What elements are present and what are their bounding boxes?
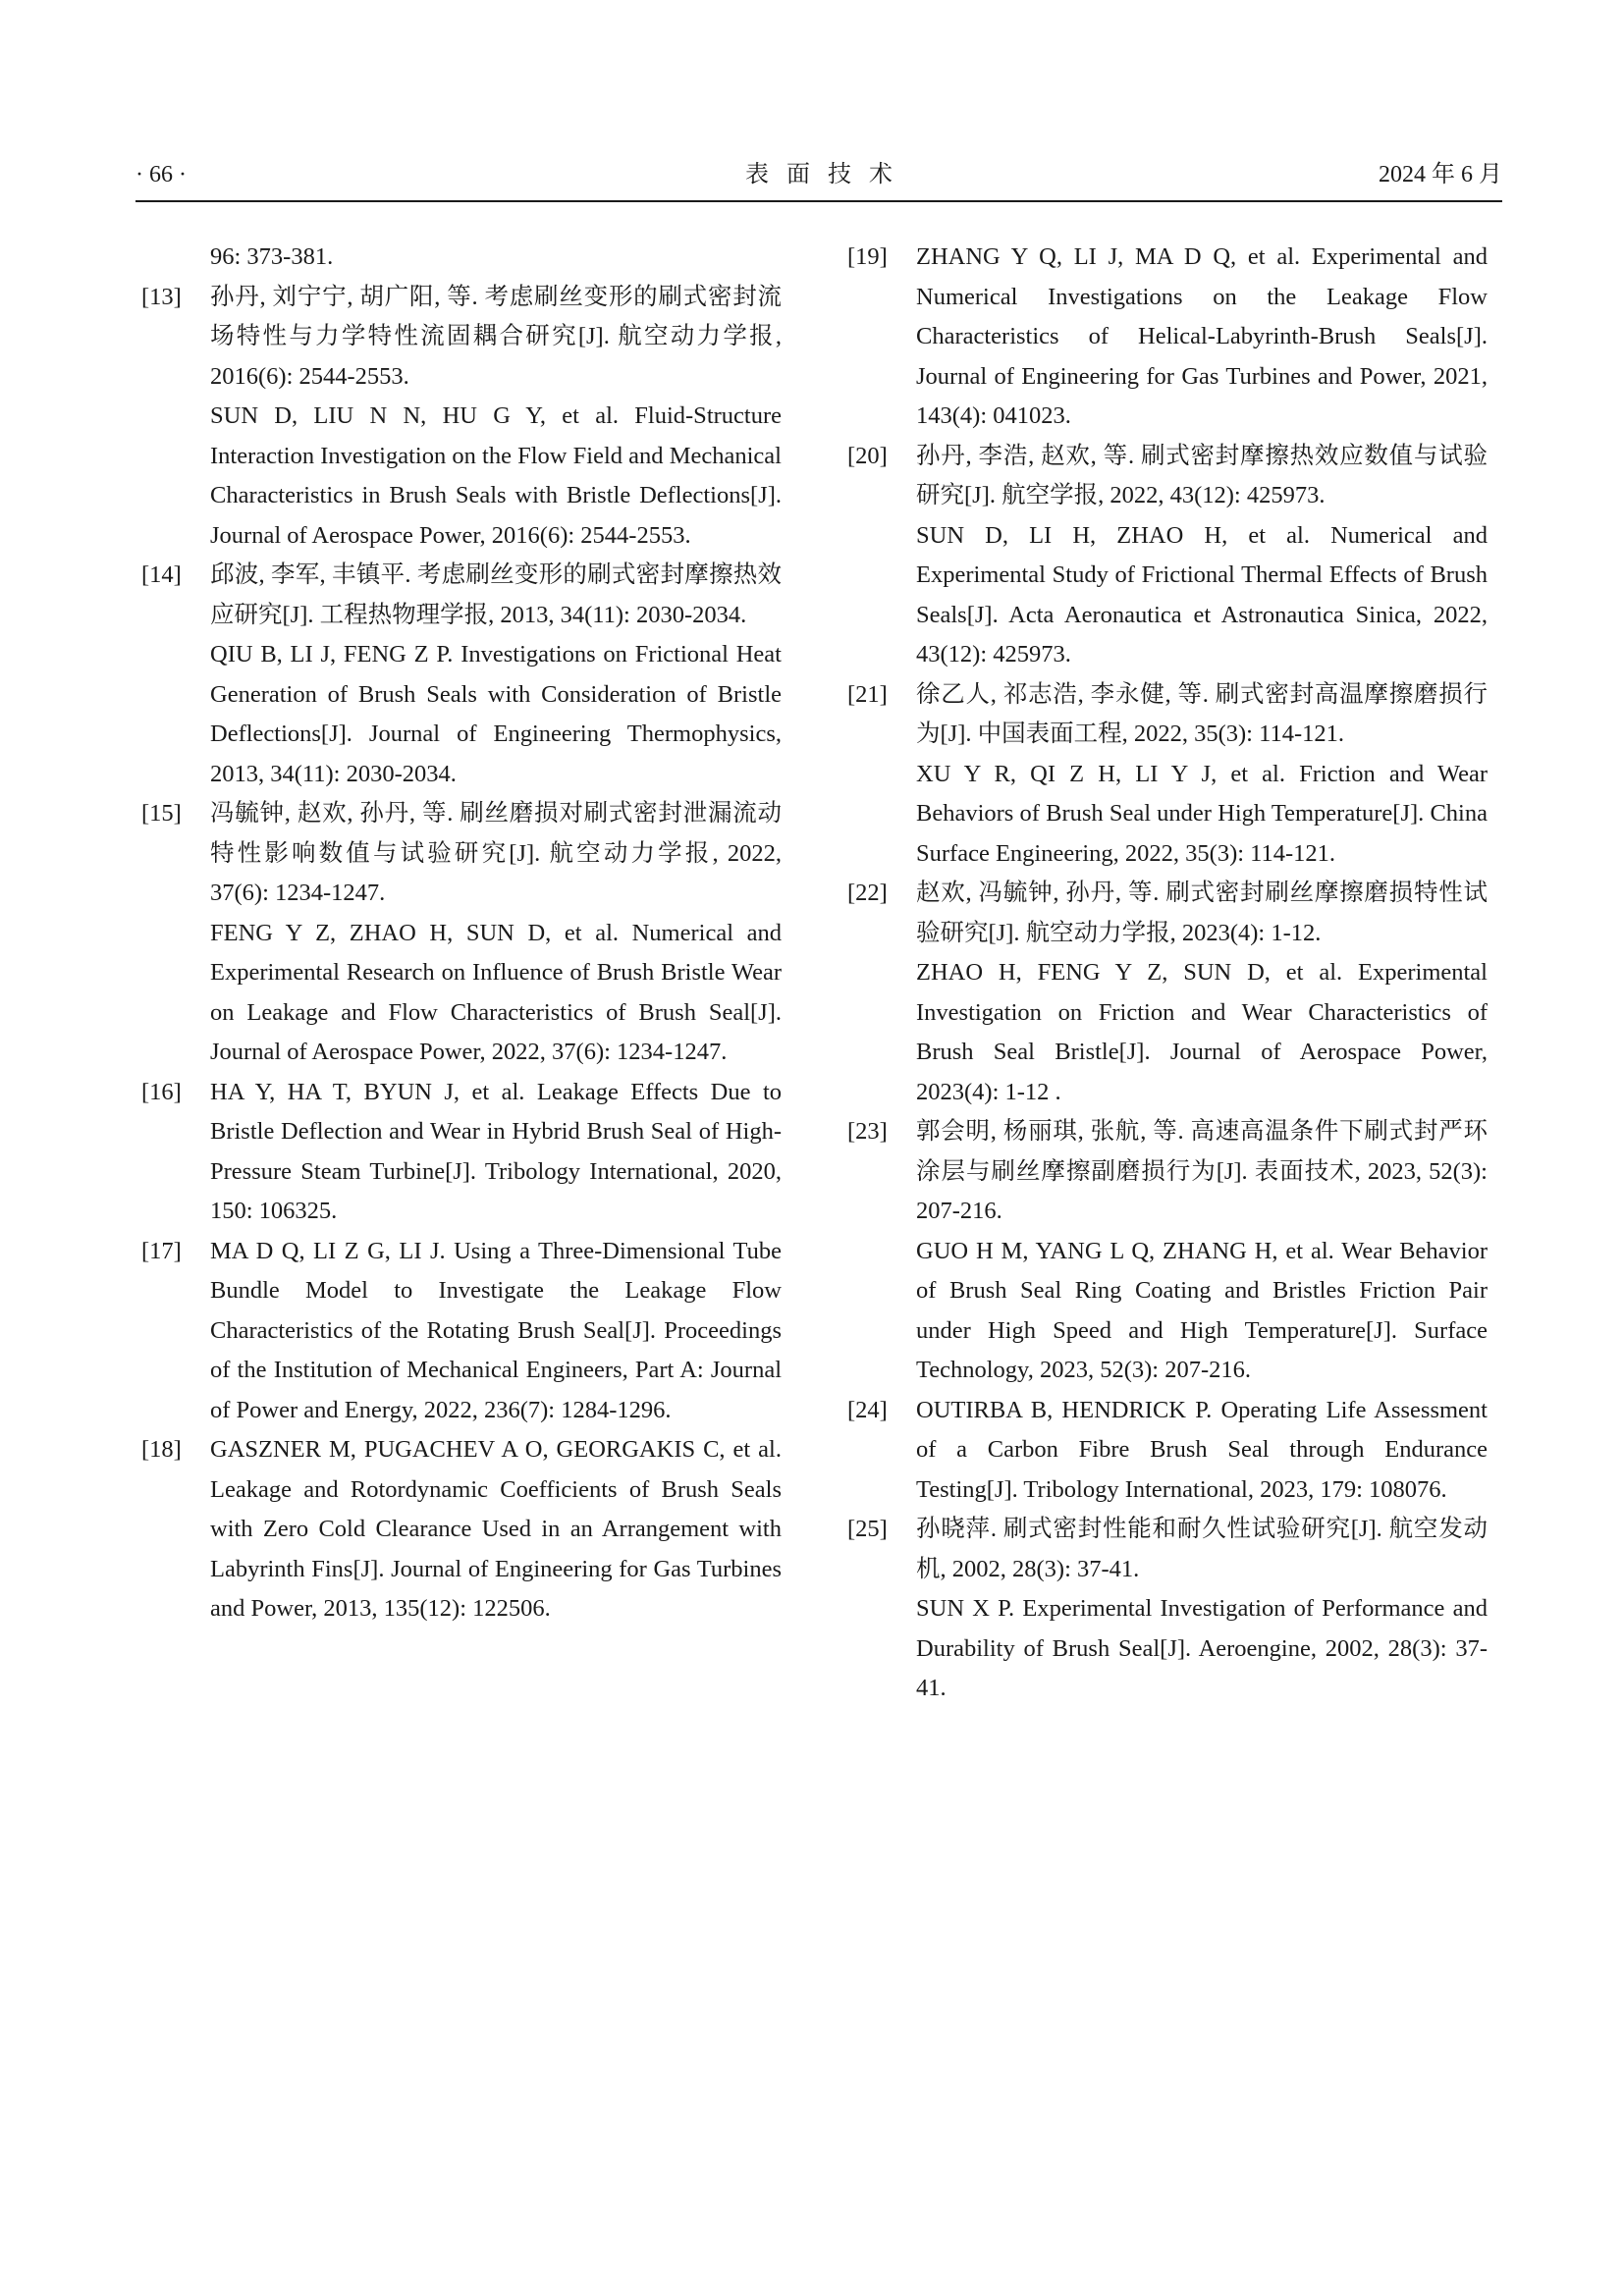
reference-item (841, 675, 1488, 875)
reference-number: [19] (847, 243, 888, 270)
reference-number: [20] (847, 442, 888, 469)
reference-text-en: GASZNER M, PUGACHEV A O, GEORGAKIS C, et al. Leakage and Rotordynamic Coefficients of Brush Seals with Zero Cold Clearance Used in an Arrangement with Labyrinth Fins[J]. Journal of Engineering for Gas Turbines and Power, 2013, 135(12): 122506. (210, 1436, 782, 1622)
reference-continuation: 96: 373-381. (210, 243, 334, 270)
reference-item (135, 556, 782, 794)
header-rule (135, 200, 1502, 202)
reference-number: [17] (141, 1237, 182, 1264)
reference-item (135, 278, 782, 557)
reference-text-en: SUN X P. Experimental Investigation of Performance and Durability of Brush Seal[J]. Aeroengine, 2002, 28(3): 37-41. (916, 1595, 1488, 1701)
page-number: · 66 · (135, 162, 187, 187)
reference-number: [22] (847, 880, 888, 906)
reference-number: [13] (141, 283, 182, 310)
journal-title: 表面技术 (745, 162, 910, 187)
reference-item (841, 437, 1488, 675)
reference-text-cn: 冯毓钟, 赵欢, 孙丹, 等. 刷丝磨损对刷式密封泄漏流动特性影响数值与试验研究[J]. 航空动力学报, 2022, 37(6): 1234-1247. (210, 800, 782, 906)
reference-number: [16] (141, 1078, 182, 1105)
reference-text-cn: 郭会明, 杨丽琪, 张航, 等. 高速高温条件下刷式封严环涂层与刷丝摩擦副磨损行为[J]. 表面技术, 2023, 52(3): 207-216. (916, 1118, 1488, 1224)
reference-text-cn: 徐乙人, 祁志浩, 李永健, 等. 刷式密封高温摩擦磨损行为[J]. 中国表面工程, 2022, 35(3): 114-121. (916, 680, 1488, 747)
reference-number: [18] (141, 1436, 182, 1463)
reference-text-en: SUN D, LIU N N, HU G Y, et al. Fluid-Structure Interaction Investigation on the Flow Field and Mechanical Characteristics in Brush Seals with Bristle Deflections[J]. Journal of Aerospace Power, 2016(6): 2544-2553. (210, 402, 782, 549)
reference-text-cn: 孙丹, 李浩, 赵欢, 等. 刷式密封摩擦热效应数值与试验研究[J]. 航空学报, 2022, 43(12): 425973. (916, 442, 1488, 508)
reference-number: [21] (847, 680, 888, 708)
reference-text-en: SUN D, LI H, ZHAO H, et al. Numerical and Experimental Study of Frictional Thermal Effects of Brush Seals[J]. Acta Aeronautica et Astronautica Sinica, 2022, 43(12): 425973. (916, 521, 1488, 667)
reference-text-en: GUO H M, YANG L Q, ZHANG H, et al. Wear Behavior of Brush Seal Ring Coating and Bristles Friction Pair under High Speed and High Temperature[J]. Surface Technology, 2023, 52(3): 207-216. (916, 1237, 1488, 1383)
reference-number: [14] (141, 561, 182, 588)
reference-item (135, 1073, 782, 1232)
left-column (135, 238, 782, 1629)
reference-text-en: FENG Y Z, ZHAO H, SUN D, et al. Numerical and Experimental Research on Influence of Brush Bristle Wear on Leakage and Flow Characteristics of Brush Seal[J]. Journal of Aerospace Power, 2022, 37(6): 1234-1247. (210, 919, 782, 1065)
reference-item (841, 1510, 1488, 1709)
right-column (841, 238, 1488, 1709)
reference-text-en: QIU B, LI J, FENG Z P. Investigations on Frictional Heat Generation of Brush Seals with Consideration of Bristle Deflections[J]. Journal of Engineering Thermophysics, 2013, 34(11): 2030-2034. (210, 641, 782, 787)
reference-item (841, 874, 1488, 1112)
reference-number: [15] (141, 800, 182, 827)
reference-text-en: HA Y, HA T, BYUN J, et al. Leakage Effects Due to Bristle Deflection and Wear in Hybrid Brush Seal of High-Pressure Steam Turbine[J]. Tribology International, 2020, 150: 106325. (210, 1078, 782, 1224)
reference-number: [25] (847, 1516, 888, 1542)
reference-text-cn: 赵欢, 冯毓钟, 孙丹, 等. 刷式密封刷丝摩擦磨损特性试验研究[J]. 航空动力学报, 2023(4): 1-12. (916, 880, 1488, 946)
reference-text-cn: 孙丹, 刘宁宁, 胡广阳, 等. 考虑刷丝变形的刷式密封流场特性与力学特性流固耦合研究[J]. 航空动力学报, 2016(6): 2544-2553. (210, 283, 782, 390)
reference-item (135, 1430, 782, 1629)
reference-item (841, 238, 1488, 437)
reference-item (135, 1232, 782, 1431)
reference-text-en: ZHAO H, FENG Y Z, SUN D, et al. Experimental Investigation on Friction and Wear Characteristics of Brush Seal Bristle[J]. Journal of Aerospace Power, 2023(4): 1-12 . (916, 959, 1488, 1105)
running-header (135, 155, 1502, 194)
reference-text-en: XU Y R, QI Z H, LI Y J, et al. Friction and Wear Behaviors of Brush Seal under High Temperature[J]. China Surface Engineering, 2022, 35(3): 114-121. (916, 760, 1488, 867)
reference-item (841, 1391, 1488, 1511)
reference-text-en: OUTIRBA B, HENDRICK P. Operating Life Assessment of a Carbon Fibre Brush Seal through Endurance Testing[J]. Tribology International, 2023, 179: 108076. (916, 1396, 1488, 1503)
reference-text-en: MA D Q, LI Z G, LI J. Using a Three-Dimensional Tube Bundle Model to Investigate the Leakage Flow Characteristics of the Rotating Brush Seal[J]. Proceedings of the Institution of Mechanical Engineers, Part A: Journal of Power and Energy, 2022, 236(7): 1284-1296. (210, 1237, 782, 1423)
issue-date: 2024 年 6 月 (1379, 162, 1502, 187)
reference-item (841, 1112, 1488, 1391)
reference-text-cn: 邱波, 李军, 丰镇平. 考虑刷丝变形的刷式密封摩擦热效应研究[J]. 工程热物理学报, 2013, 34(11): 2030-2034. (210, 561, 782, 628)
reference-text-cn: 孙晓萍. 刷式密封性能和耐久性试验研究[J]. 航空发动机, 2002, 28(3): 37-41. (916, 1516, 1488, 1582)
reference-number: [23] (847, 1118, 888, 1145)
reference-item (135, 794, 782, 1073)
reference-text-en: ZHANG Y Q, LI J, MA D Q, et al. Experimental and Numerical Investigations on the Leakage Flow Characteristics of Helical-Labyrinth-Brush Seals[J]. Journal of Engineering for Gas Turbines and Power, 2021, 143(4): 041023. (916, 243, 1488, 429)
reference-number: [24] (847, 1396, 888, 1423)
